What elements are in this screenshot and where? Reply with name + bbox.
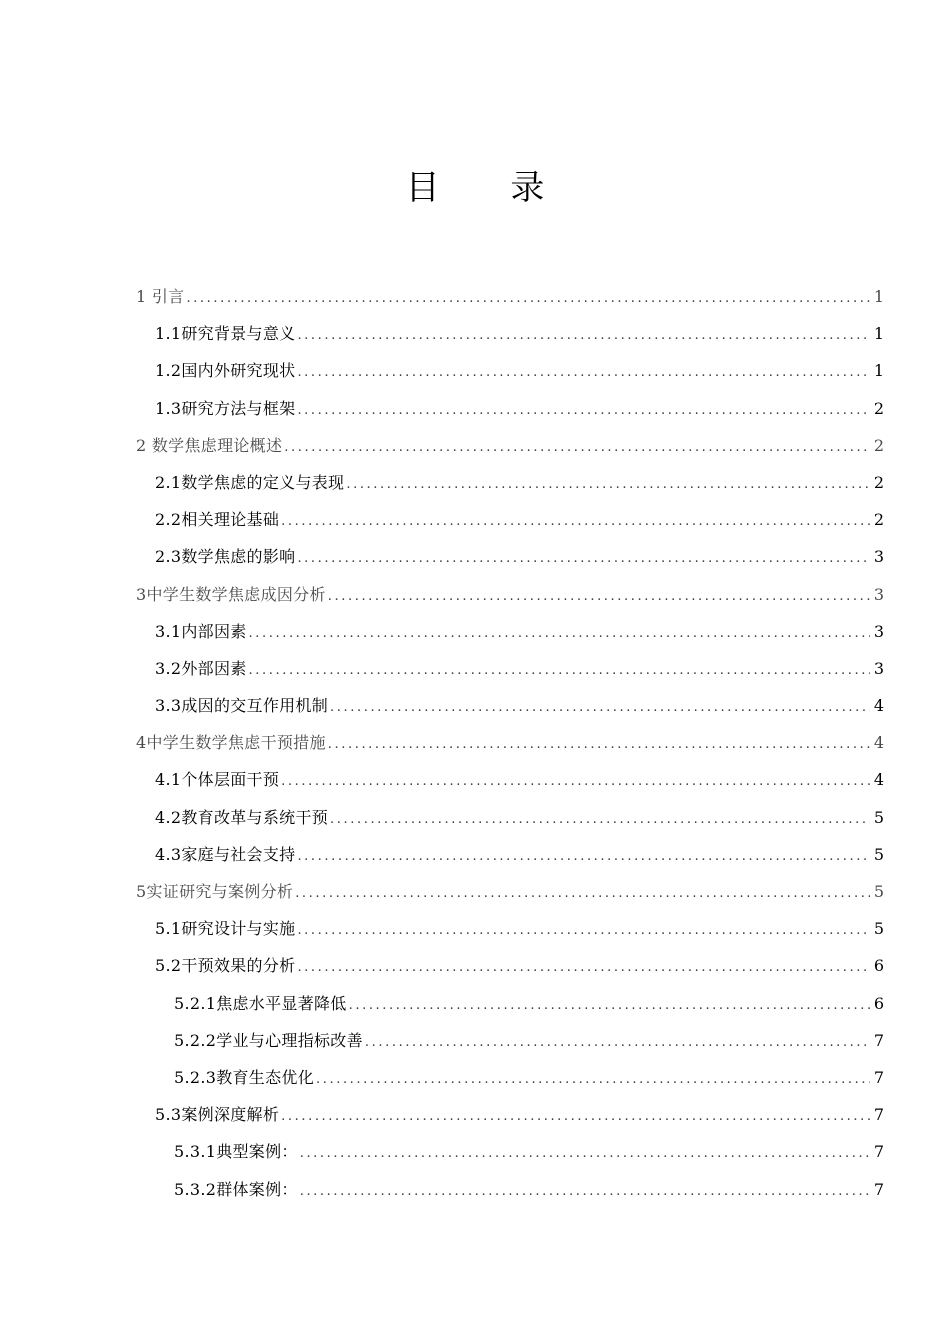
toc-entry-page: 7 [873, 1142, 884, 1162]
toc-entry-label: 5.1研究设计与实施 [155, 919, 296, 939]
toc-entry-label: 5.3案例深度解析 [155, 1105, 280, 1125]
toc-dot-leader [297, 540, 869, 577]
toc-entry-page: 4 [873, 696, 884, 716]
toc-dot-leader [281, 1098, 870, 1135]
toc-entry-page: 6 [873, 956, 884, 976]
toc-entry-page: 2 [873, 472, 884, 492]
toc-dot-leader [346, 466, 869, 503]
toc-entry-page: 5 [873, 919, 884, 939]
toc-entry-page: 2 [873, 398, 884, 418]
toc-entry[interactable] [136, 1171, 884, 1208]
toc-entry-page: 1 [873, 287, 884, 306]
toc-dot-leader [328, 726, 870, 763]
toc-entry-label: 1 引言 [136, 287, 185, 306]
toc-entry-label: 3中学生数学焦虑成因分析 [136, 584, 326, 604]
toc-entry-page: 3 [873, 547, 884, 567]
toc-entry[interactable] [136, 873, 884, 910]
toc-dot-leader [297, 354, 869, 391]
toc-entry-label: 3.3成因的交互作用机制 [155, 696, 329, 716]
toc-entry-page: 7 [873, 1067, 884, 1087]
toc-dot-leader [281, 763, 870, 800]
toc-entry-label: 5.2干预效果的分析 [155, 956, 296, 976]
toc-entry[interactable] [136, 427, 884, 464]
toc-entry-page: 3 [873, 584, 884, 604]
table-of-contents [136, 278, 884, 1208]
toc-entry-page: 3 [873, 658, 884, 678]
toc-dot-leader [297, 392, 869, 429]
toc-dot-leader [249, 652, 870, 689]
toc-entry-label: 2.1数学焦虑的定义与表现 [155, 472, 345, 492]
toc-entry-page: 1 [873, 324, 884, 344]
toc-entry[interactable] [136, 910, 884, 947]
toc-title: 目 录 [405, 167, 575, 208]
toc-entry-label: 2 数学焦虑理论概述 [136, 435, 283, 455]
toc-entry[interactable] [136, 538, 884, 575]
toc-dot-leader [330, 689, 870, 726]
toc-dot-leader [297, 838, 869, 875]
toc-entry[interactable] [136, 501, 884, 538]
toc-entry[interactable] [136, 352, 884, 389]
toc-entry[interactable] [136, 390, 884, 427]
toc-dot-leader [365, 1024, 870, 1061]
toc-dot-leader [349, 987, 870, 1024]
toc-entry-label: 4中学生数学焦虑干预措施 [136, 733, 326, 753]
toc-entry-label: 5.2.2学业与心理指标改善 [174, 1030, 363, 1050]
toc-dot-leader [330, 801, 870, 838]
toc-entry[interactable] [136, 315, 884, 352]
toc-entry-page: 2 [873, 435, 884, 455]
toc-entry-label: 4.3家庭与社会支持 [155, 844, 296, 864]
toc-dot-leader [297, 912, 869, 949]
toc-entry[interactable] [136, 1133, 884, 1170]
toc-dot-leader [284, 429, 870, 466]
toc-entry-page: 4 [873, 733, 884, 753]
toc-entry-label: 1.1研究背景与意义 [155, 324, 296, 344]
toc-entry[interactable] [136, 724, 884, 761]
toc-entry-page: 3 [873, 621, 884, 641]
toc-entry-label: 3.2外部因素 [155, 658, 247, 678]
toc-dot-leader [300, 1173, 870, 1210]
toc-entry-label: 1.2国内外研究现状 [155, 361, 296, 381]
toc-entry-page: 4 [873, 770, 884, 790]
toc-entry-label: 5.3.2群体案例： [174, 1179, 298, 1199]
toc-dot-leader [297, 949, 869, 986]
toc-dot-leader [328, 578, 870, 615]
toc-entry-label: 4.1个体层面干预 [155, 770, 280, 790]
toc-dot-leader [249, 615, 870, 652]
toc-entry-page: 5 [873, 844, 884, 864]
toc-entry-page: 5 [873, 882, 884, 901]
toc-dot-leader [186, 280, 869, 317]
toc-entry-label: 1.3研究方法与框架 [155, 398, 296, 418]
toc-entry[interactable] [136, 836, 884, 873]
toc-entry[interactable] [136, 1022, 884, 1059]
toc-entry-page: 1 [873, 361, 884, 381]
toc-entry-label: 4.2教育改革与系统干预 [155, 807, 329, 827]
toc-entry[interactable] [136, 464, 884, 501]
toc-entry[interactable] [136, 985, 884, 1022]
toc-entry-page: 6 [873, 993, 884, 1013]
toc-dot-leader [281, 503, 870, 540]
toc-entry-label: 5.2.1焦虑水平显著降低 [174, 993, 347, 1013]
toc-entry-page: 7 [873, 1030, 884, 1050]
toc-entry[interactable] [136, 278, 884, 315]
toc-entry-page: 5 [873, 807, 884, 827]
toc-dot-leader [297, 317, 869, 354]
toc-entry-page: 7 [873, 1179, 884, 1199]
toc-entry-label: 5实证研究与案例分析 [136, 882, 294, 901]
toc-dot-leader [300, 1135, 870, 1172]
toc-entry[interactable] [136, 687, 884, 724]
toc-entry-page: 7 [873, 1105, 884, 1125]
toc-entry-label: 5.3.1典型案例： [174, 1142, 298, 1162]
toc-entry[interactable] [136, 576, 884, 613]
toc-dot-leader [295, 875, 870, 912]
toc-entry-label: 2.2相关理论基础 [155, 510, 280, 530]
toc-entry[interactable] [136, 947, 884, 984]
toc-entry-page: 2 [873, 510, 884, 530]
toc-entry[interactable] [136, 1096, 884, 1133]
toc-entry[interactable] [136, 1059, 884, 1096]
toc-dot-leader [316, 1061, 870, 1098]
toc-entry[interactable] [136, 799, 884, 836]
toc-entry-label: 5.2.3教育生态优化 [174, 1067, 315, 1087]
toc-entry[interactable] [136, 761, 884, 798]
toc-entry-label: 3.1内部因素 [155, 621, 247, 641]
toc-entry[interactable] [136, 650, 884, 687]
toc-entry-label: 2.3数学焦虑的影响 [155, 547, 296, 567]
toc-entry[interactable] [136, 613, 884, 650]
